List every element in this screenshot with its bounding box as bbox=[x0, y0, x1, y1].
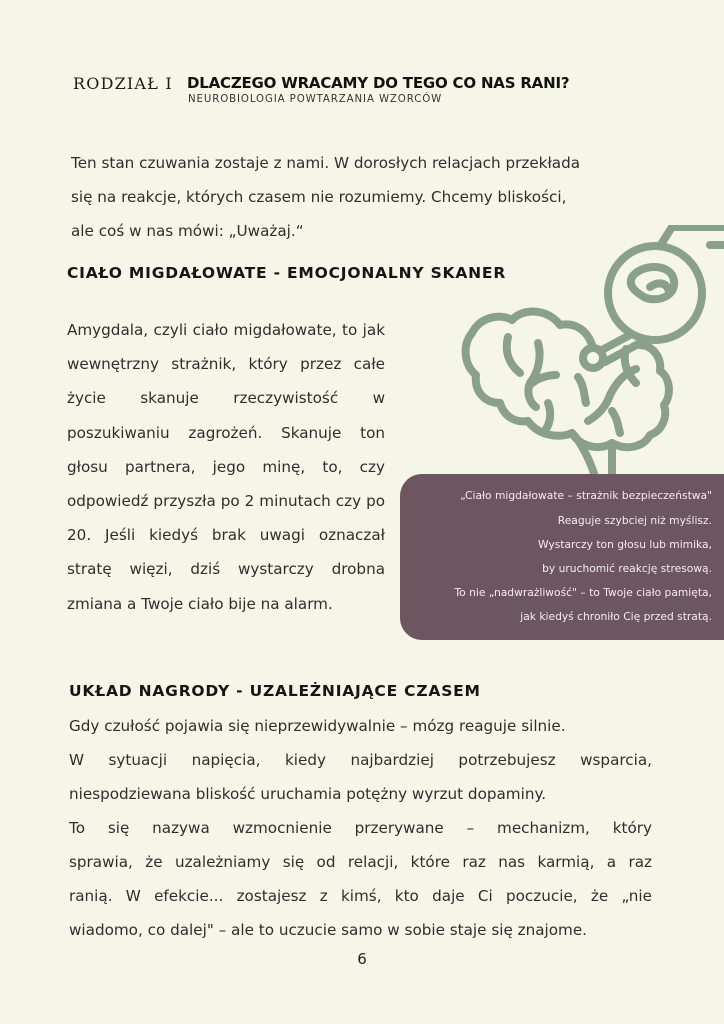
amygdala-paragraph bbox=[67, 313, 385, 621]
callout-line: by uruchomić reakcję stresową. bbox=[542, 562, 712, 575]
intro-line: Ten stan czuwania zostaje z nami. W dorosłych relacjach przekłada bbox=[71, 154, 581, 172]
amygdala-text: Amygdala, czyli ciało migdałowate, to jak wewnętrzny strażnik, który przez całe życie skanuje rzeczywistość w poszukiwaniu zagrożeń. Skanuje ton głosu partnera, jego minę, to, czy odpowiedź przyszła po 2 minutach czy po 20. Jeśli kiedyś brak uwagi oznaczał stratę więzi, dziś wystarczy drobna zmiana a Twoje ciało bije na alarm. bbox=[67, 321, 385, 613]
intro-line: się na reakcje, których czasem nie rozumiemy. Chcemy bliskości, bbox=[71, 188, 567, 206]
reward-line: sprawia, że uzależniamy się od relacji, które raz nas karmią, a raz bbox=[69, 853, 652, 871]
brain-magnifier-icon bbox=[460, 225, 724, 480]
reward-line: ranią. W efekcie... zostajesz z kimś, kto daje Ci poczucie, że „nie bbox=[69, 887, 652, 905]
callout-line: Wystarczy ton głosu lub mimika, bbox=[537, 538, 712, 551]
callout-box bbox=[400, 474, 724, 640]
callout-line: jak kiedyś chroniło Cię przed stratą. bbox=[520, 610, 712, 623]
intro-line: ale coś w nas mówi: „Uważaj.“ bbox=[71, 222, 304, 240]
callout-line: „Ciało migdałowate – strażnik bezpieczeństwa" bbox=[460, 489, 712, 502]
reward-line: wiadomo, co dalej" – ale to uczucie samo w sobie staje się znajome. bbox=[69, 921, 588, 939]
callout-line: To nie „nadwrażliwość" – to Twoje ciało pamięta, bbox=[454, 586, 712, 599]
page-number: 6 bbox=[357, 950, 367, 968]
callout-line: Reaguje szybciej niż myślisz. bbox=[557, 514, 712, 527]
reward-paragraph bbox=[69, 709, 652, 947]
chapter-title: DLACZEGO WRACAMY DO TEGO CO NAS RANI? bbox=[187, 74, 570, 92]
reward-line: niespodziewana bliskość uruchamia potężny wyrzut dopaminy. bbox=[69, 785, 547, 803]
chapter-label: RODZIAŁ I bbox=[73, 74, 173, 93]
reward-line: To się nazywa wzmocnienie przerywane – mechanizm, który bbox=[69, 819, 652, 837]
section-heading-reward: UKŁAD NAGRODY - UZALEŻNIAJĄCE CZASEM bbox=[69, 682, 481, 700]
chapter-subtitle: NEUROBIOLOGIA POWTARZANIA WZORCÓW bbox=[188, 94, 443, 105]
reward-line: W sytuacji napięcia, kiedy najbardziej potrzebujesz wsparcia, bbox=[69, 751, 652, 769]
section-heading-amygdala: CIAŁO MIGDAŁOWATE - EMOCJONALNY SKANER bbox=[67, 264, 507, 282]
reward-line: Gdy czułość pojawia się nieprzewidywalnie – mózg reaguje silnie. bbox=[69, 717, 566, 735]
